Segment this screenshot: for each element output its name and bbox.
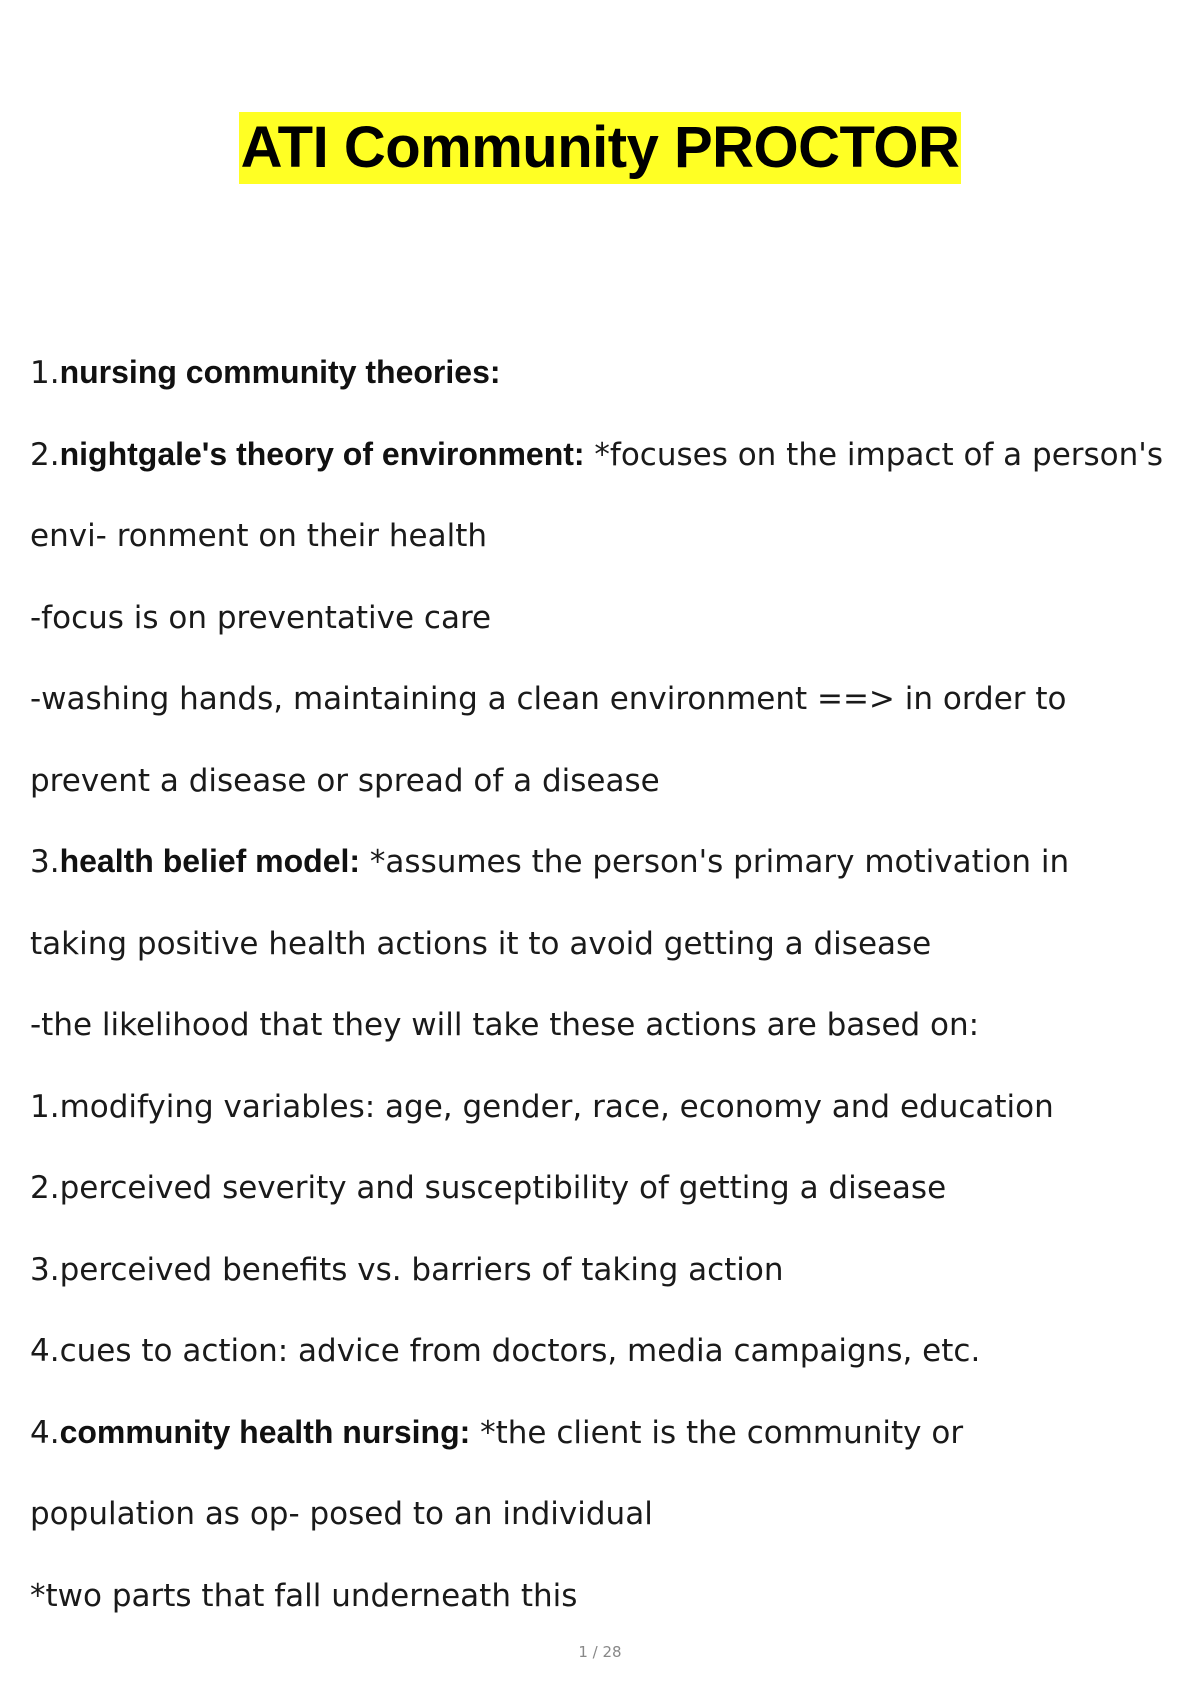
body-line [30,740,1180,822]
line-number: 3. [30,1251,60,1288]
line-number: 1. [30,355,60,391]
line-text: *assumes the person's primary motivation in [360,844,1070,880]
line-text: -the likelihood that they will take these actions are based on: [30,1007,980,1043]
line-number: 3. [30,844,60,880]
page-title: ATI Community PROCTOR [239,112,962,184]
line-number: 4. [30,1414,60,1451]
line-text: envi- ronment on their health [30,518,488,554]
term-label: nursing community theories: [59,354,501,390]
term-label: health belief model: [59,843,361,879]
body-line [30,1310,1180,1392]
line-text: modifying variables: age, gender, race, economy and education [59,1088,1054,1125]
body-line [30,1066,1180,1148]
body-line [30,903,1180,985]
line-text: *the client is the community or [470,1414,964,1451]
body-line [30,495,1180,577]
line-text: cues to action: advice from doctors, media campaigns, etc. [59,1333,981,1369]
body-line [30,1229,1180,1311]
body-line [30,984,1180,1066]
body-line [30,1473,1180,1555]
term-label: nightgale's theory of environment: [59,435,585,472]
line-text: perceived benefits vs. barriers of taking action [59,1251,784,1288]
body-line [30,1392,1180,1474]
line-text: taking positive health actions it to avoid getting a disease [30,925,932,962]
line-text: -washing hands, maintaining a clean environment ==> in order to [30,681,1067,717]
line-text: perceived severity and susceptibility of getting a disease [59,1170,947,1206]
line-number: 1. [30,1088,60,1125]
line-text: -focus is on preventative care [30,599,492,636]
line-number: 2. [30,1170,60,1206]
line-text: *two parts that fall underneath this [30,1577,578,1614]
body-line [30,414,1180,496]
body-line [30,577,1180,659]
page-indicator: 1 / 28 [578,1643,622,1661]
term-label: community health nursing: [59,1413,471,1450]
body-line [30,1555,1180,1637]
body-line [30,821,1180,903]
line-text: *focuses on the impact of a person's [584,436,1163,473]
line-text: population as op- posed to an individual [30,1496,653,1532]
body-line [30,658,1180,740]
line-number: 2. [30,436,60,473]
body-line [30,332,1180,414]
line-number: 4. [30,1333,60,1369]
line-text: prevent a disease or spread of a disease [30,762,660,799]
body-line [30,1147,1180,1229]
document-body [30,332,1180,1636]
title-container [0,112,1200,184]
